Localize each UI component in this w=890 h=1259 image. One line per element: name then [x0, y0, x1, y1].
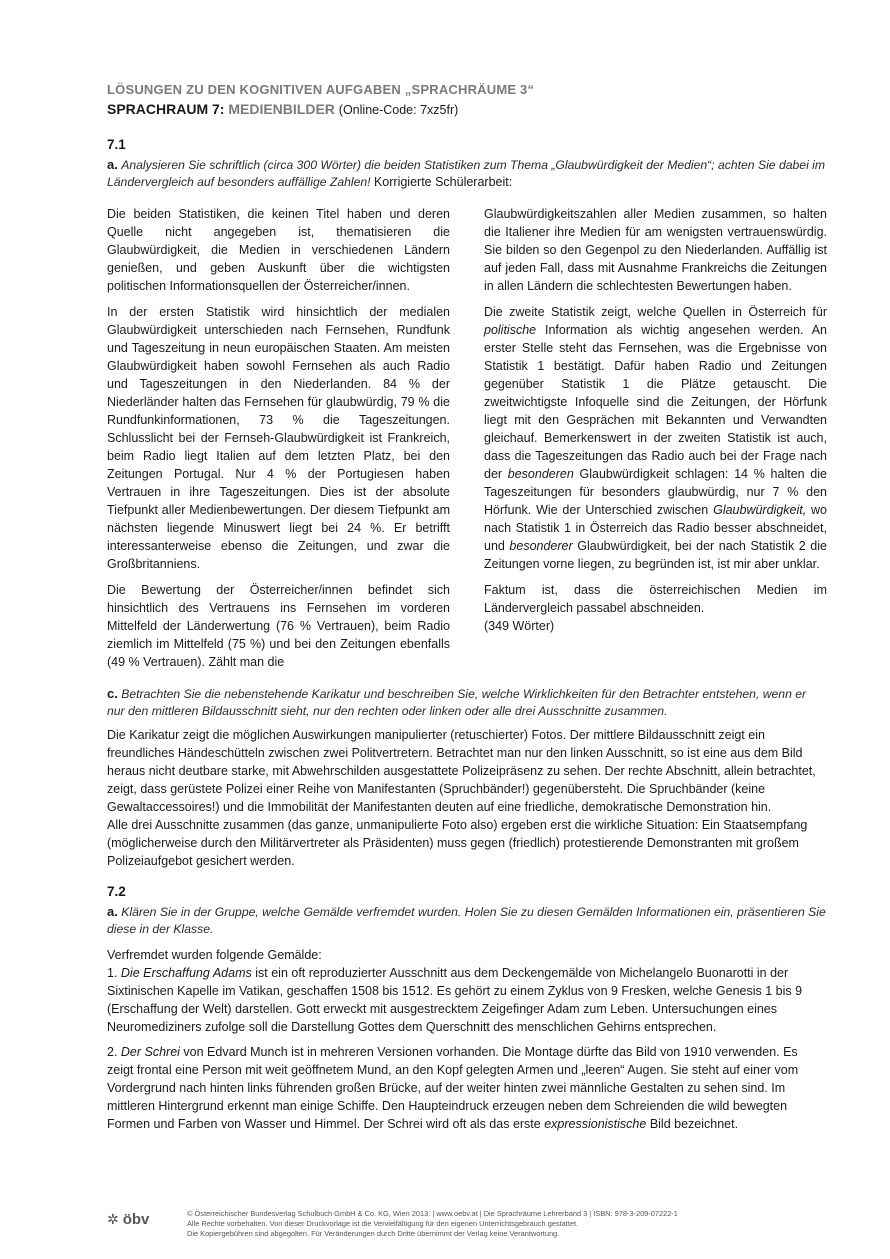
online-code: (Online-Code: 7xz5fr) — [338, 103, 459, 117]
word-count: (349 Wörter) — [484, 619, 555, 633]
footer — [107, 1209, 827, 1249]
footer-text — [187, 1209, 678, 1239]
text-run: wo nach Statistik 1 in Österreich das Radio besser abschneidet, und — [484, 503, 828, 553]
chapter-label: SPRACHRAUM 7: — [107, 101, 225, 117]
emphasis: Glaubwürdigkeit, — [713, 503, 807, 517]
paragraph: In der ersten Statistik wird hinsichtlich der medialen Glaubwürdigkeit unterschieden nach Fernsehen, Rundfunk und Tageszeitung in neun europäischen Staaten. Am meisten Glaubwürdigkeit haben sowohl Fernsehen als auch Radio und Tageszeitungen in den Niederlanden. 84 % der Niederländer halten das Fernsehen für glaubwürdig, 79 % die Rundfunkinformationen, 73 % die Tageszeitungen. Schlusslicht bei der Fernseh-Glaubwürdigkeit ist Frankreich, beim Radio liegt Italien auf dem letzten Platz, bei den Zeitungen Portugal. Nur 4 % der Portugiesen haben Vertrauen in ihre Tageszeitungen. Dies ist der absolute Tiefpunkt aller Medienbewertungen. Der diesem Tiefpunkt am nächsten liegende Minuswert liegt bei 24 %. Er betrifft interessanterweise ebenso die Zeitungen, und zwar die Großbritanniens. — [107, 305, 450, 571]
list-number: 2. — [107, 1045, 121, 1059]
emphasis: besonderen — [507, 467, 574, 481]
task-letter: a. — [107, 904, 118, 919]
paragraph — [484, 303, 827, 573]
page-content — [107, 82, 827, 1140]
answer-c — [107, 726, 827, 870]
painting-1 — [107, 964, 827, 1036]
task-text: Betrachten Sie die nebenstehende Karikatur und beschreiben Sie, welche Wirklichkeiten für den Betrachter entstehen, wenn er nur den mittleren Bildausschnitt sieht, nur den rechten oder linken oder alle drei Ausschnitte zusammen. — [107, 687, 807, 718]
chapter-topic: MEDIENBILDER — [228, 101, 335, 117]
paragraph: Glaubwürdigkeitszahlen aller Medien zusammen, so halten die Italiener ihre Medien für am wenigsten vertrauenswürdig. Sie bilden so den Gegenpol zu den Niederlanden. Auffällig ist auf jeden Fall, dass mit Ausnahme Frankreichs die Zeitungen in allen Ländern die schlechtesten Bewertungen haben. — [484, 207, 827, 293]
paragraph: Die Karikatur zeigt die möglichen Auswirkungen manipulierter (retuschierter) Fotos. Der mittlere Bildausschnitt zeigt ein freundliches Händeschütteln zwischen zwei Politvertretern. Betrachtet man nur den linken Ausschnitt, so ist eine aus dem Bild heraus nicht deutbare starke, mit Abwehrschilden ausgestattete Polizeipräsenz zu sehen. Der rechte Abschnitt, allein betrachtet, zeigt, dass gerüstete Polizei einer Reihe von Manifestanten (Spruchbänder!) gegenübersteht. Die Spruchbänder (keine Gewaltaccessoires!) und die Immobilität der Manifestanten deuten auf eine friedliche, demokratische Demonstration hin. — [107, 728, 816, 814]
text-run: Die zweite Statistik zeigt, welche Quellen in Österreich für — [484, 305, 827, 319]
text-run: ist ein oft reproduzierter Ausschnitt aus dem Deckengemälde von Michelangelo Buonarotti in der Sixtinischen Kapelle im Vatikan, geschaffen 1508 bis 1512. Es gehört zu einem Zyklus von 9 Fresken, welche Genesis 1 bis 9 (Erschaffung der Welt) darstellen. Gott erweckt mit ausgestrecktem Zeigefinger Adam zum Leben. Untersuchungen eines Neuromediziners zufolge soll die Darstellung Gottes dem Querschnitt des menschlichen Gehirns entsprechen. — [107, 966, 803, 1034]
emphasis: besonderer — [509, 539, 573, 553]
painting-title: Die Erschaffung Adams — [120, 966, 252, 980]
task-note: Korrigierte Schülerarbeit: — [373, 175, 513, 189]
answer-columns — [107, 205, 827, 679]
list-number: 1. — [107, 966, 121, 980]
text-run: Information als wichtig angesehen werden. An erster Stelle steht das Fernsehen, was die Ergebnisse von Statistik 1 bestätigt. Dafür haben Radio und Zeitungen gegenüber Statistik 1 die Plätze getauscht. Die zweitwichtigste Infoquelle sind die Zeitungen, der Hörfunk liegt mit den Gesprächen mit Bekannten und Verwandten gleichauf. Bemerkenswert in der zweiten Statistik ist auch, dass die Tageszeitungen das Radio auch bei der Frage nach der — [484, 323, 827, 481]
section-number-7-1: 7.1 — [107, 137, 126, 152]
paragraph: Alle drei Ausschnitte zusammen (das ganze, unmanipulierte Foto also) ergeben erst die wirkliche Situation: Ein Staatsempfang (möglicherweise durch den Militärvertreter als Präsidenten) muss gegen (friedlich) protestierende Demonstranten mit großem Polizeiaufgebot gesichert werden. — [107, 818, 808, 868]
paragraph: Die Bewertung der Österreicher/innen befindet sich hinsichtlich des Vertrauens ins Fernsehen im vorderen Mittelfeld der Länderwertung (76 % Vertrauen), beim Radio ziemlich im Mittelfeld (75 %) und bei den Zeitungen ebenfalls (49 % Vertrauen). Zählt man die — [107, 583, 450, 669]
text-run: von Edvard Munch ist in mehreren Versionen vorhanden. Die Montage dürfte das Bild von 1910 verwenden. Es zeigt frontal eine Person mit weit geöffnetem Mund, an den Kopf gelegten Armen und „leeren“ Augen. Sie steht auf einer vom Vordergrund nach hinten links führenden großen Brücke, auf der weiter hinten zwei männliche Gestalten zu sehen sind. Im mittleren Hintergrund erkennt man einige Schiffe. Den Haupteindruck erzeugen neben dem Schreienden die wild bewegten Formen und Farben von Wasser und Himmel. Der Schrei wird oft als das erste — [107, 1045, 799, 1131]
intro-line: Verfremdet wurden folgende Gemälde: — [107, 948, 322, 962]
publisher-mark-icon: ✲ — [107, 1211, 119, 1227]
footer-line: © Österreichischer Bundesverlag Schulbuch GmbH & Co. KG, Wien 2013. | www.oebv.at | Die Sprachräume Lehrerband 3 | ISBN: 978-3-209-07222-1 — [187, 1209, 678, 1218]
text-run: Glaubwürdigkeit schlagen: 14 % halten die Tageszeitungen für besonders glaubwürdig, nur 7 % den Hörfunk. Wie der Unterschied zwischen — [484, 467, 827, 517]
footer-line: Alle Rechte vorbehalten. Von dieser Druckvorlage ist die Vervielfältigung für den eigenen Unterrichtsgebrauch gestattet. — [187, 1219, 579, 1228]
document-title: LÖSUNGEN ZU DEN KOGNITIVEN AUFGABEN „SPRACHRÄUME 3“ — [107, 82, 535, 97]
chapter-heading — [107, 100, 827, 119]
task-a-7-2 — [107, 903, 827, 938]
painting-title: Der Schrei — [120, 1045, 180, 1059]
left-column — [107, 205, 450, 679]
task-a-7-1 — [107, 156, 827, 191]
text-run: Glaubwürdigkeit, bei der nach Statistik 2 die Zeitungen vorne liegen, zu begründen ist, ist mir aber unklar. — [484, 539, 827, 571]
answer-7-2 — [107, 946, 827, 1133]
task-text: Analysieren Sie schriftlich (circa 300 Wörter) die beiden Statistiken zum Thema „Glaubwürdigkeit der Medien“; achten Sie dabei im Ländervergleich auf besonders auffällige Zahlen! — [107, 158, 826, 189]
publisher-logo-text: öbv — [122, 1211, 150, 1228]
task-c-7-1 — [107, 685, 827, 720]
paragraph: Die beiden Statistiken, die keinen Titel haben und deren Quelle nicht angegeben ist, thematisieren die Glaubwürdigkeit, die Medien in verschiedenen Ländern genießen, und geben Auskunft über die wichtigsten politischen Informationsquellen der Österreicher/innen. — [107, 207, 450, 293]
emphasis: politische — [484, 323, 537, 337]
publisher-logo — [107, 1211, 149, 1228]
painting-2 — [107, 1043, 827, 1133]
task-letter: a. — [107, 157, 118, 172]
task-letter: c. — [107, 686, 118, 701]
text-run: Bild bezeichnet. — [646, 1117, 739, 1131]
section-number-7-2: 7.2 — [107, 884, 126, 899]
emphasis: expressionistische — [544, 1117, 647, 1131]
right-column — [484, 205, 827, 679]
footer-line: Die Kopiergebühren sind abgegolten. Für Veränderungen durch Dritte übernimmt der Verlag keine Verantwortung. — [187, 1229, 560, 1238]
task-text: Klären Sie in der Gruppe, welche Gemälde verfremdet wurden. Holen Sie zu diesen Gemälden Informationen ein, präsentieren Sie diese in der Klasse. — [107, 905, 826, 936]
paragraph: Faktum ist, dass die österreichischen Medien im Ländervergleich passabel abschneiden. — [484, 583, 827, 615]
